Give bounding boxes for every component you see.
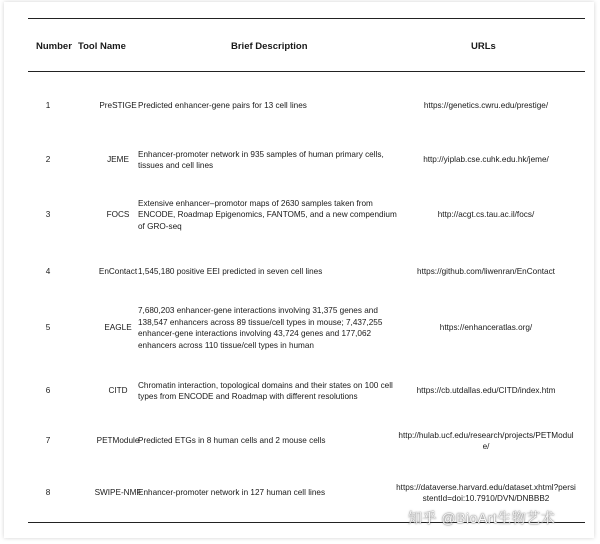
tool-description: Predicted ETGs in 8 human cells and 2 mouse cells: [138, 436, 326, 446]
header-number: Number: [36, 41, 72, 52]
tool-description: Enhancer-promoter network in 127 human cell lines: [138, 488, 326, 498]
header-urls: URLs: [471, 41, 496, 52]
table-row: [28, 96, 585, 116]
row-number: 8: [45, 488, 51, 498]
tool-url[interactable]: https://cb.utdallas.edu/CITD/index.htm: [416, 386, 556, 396]
tool-url[interactable]: https://genetics.cwru.edu/prestige/: [423, 101, 549, 111]
tool-description: Extensive enhancer–promotor maps of 2630 samples taken from ENCODE, Roadmap Epigenomics, FANTOM5, and a new compendium of GRO-seq: [138, 198, 397, 231]
table-row: [28, 146, 585, 174]
tool-url[interactable]: https://dataverse.harvard.edu/dataset.xhtml?persistentId=doi:10.7910/DVN/DNBBB2: [396, 482, 576, 503]
table-header-rule: [28, 71, 585, 72]
tool-url[interactable]: https://github.com/liwenran/EnContact: [417, 267, 555, 277]
header-brief-description: Brief Description: [231, 41, 308, 52]
row-number: 4: [45, 267, 51, 277]
row-number: 1: [45, 101, 51, 111]
tool-description: Enhancer-promoter network in 935 samples of human primary cells, tissues and cell lines: [138, 149, 384, 170]
row-number: 5: [45, 323, 51, 333]
table-row: [28, 372, 585, 410]
tool-name: JEME: [107, 155, 129, 165]
table-row: [28, 262, 585, 282]
tool-description: 7,680,203 enhancer-gene interactions involving 31,375 genes and 138,547 enhancers across 89 tissue/cell types in mouse; 7,437,255 enhancer-gene interactions involving 43,724 genes and 177,062 enhancers across 110 tissue/cell types in human: [138, 306, 383, 350]
table-top-rule: [28, 18, 585, 19]
tool-url[interactable]: http://hulab.ucf.edu/research/projects/PETModule/: [398, 430, 574, 451]
row-number: 7: [45, 436, 51, 446]
tool-description: 1,545,180 positive EEI predicted in seven cell lines: [138, 267, 323, 277]
table-row: [28, 196, 585, 234]
header-tool-name: Tool Name: [78, 41, 126, 52]
tool-name: PETModule: [96, 436, 140, 446]
document-page: [4, 2, 594, 538]
tool-name: PreSTIGE: [99, 101, 137, 111]
tool-url[interactable]: http://yiplab.cse.cuhk.edu.hk/jeme/: [423, 155, 549, 165]
watermark: 知乎 @BioArt生物艺术: [408, 510, 556, 526]
row-number: 6: [45, 386, 51, 396]
tool-description: Chromatin interaction, topological domains and their states on 100 cell types from ENCODE and Roadmap with different resolutions: [138, 380, 393, 401]
tool-name: SWIPE-NMF: [94, 488, 142, 498]
tool-description: Predicted enhancer-gene pairs for 13 cell lines: [138, 101, 307, 111]
tool-url[interactable]: http://acgt.cs.tau.ac.il/focs/: [437, 210, 535, 220]
table-row: [28, 480, 585, 506]
tool-name: EAGLE: [104, 323, 132, 333]
row-number: 3: [45, 210, 51, 220]
tool-url[interactable]: https://enhanceratlas.org/: [439, 323, 533, 333]
tool-name: FOCS: [106, 210, 130, 220]
tool-name: EnContact: [98, 267, 138, 277]
table-row: [28, 428, 585, 454]
table-row: [28, 304, 585, 352]
tool-name: CITD: [108, 386, 128, 396]
row-number: 2: [45, 155, 51, 165]
